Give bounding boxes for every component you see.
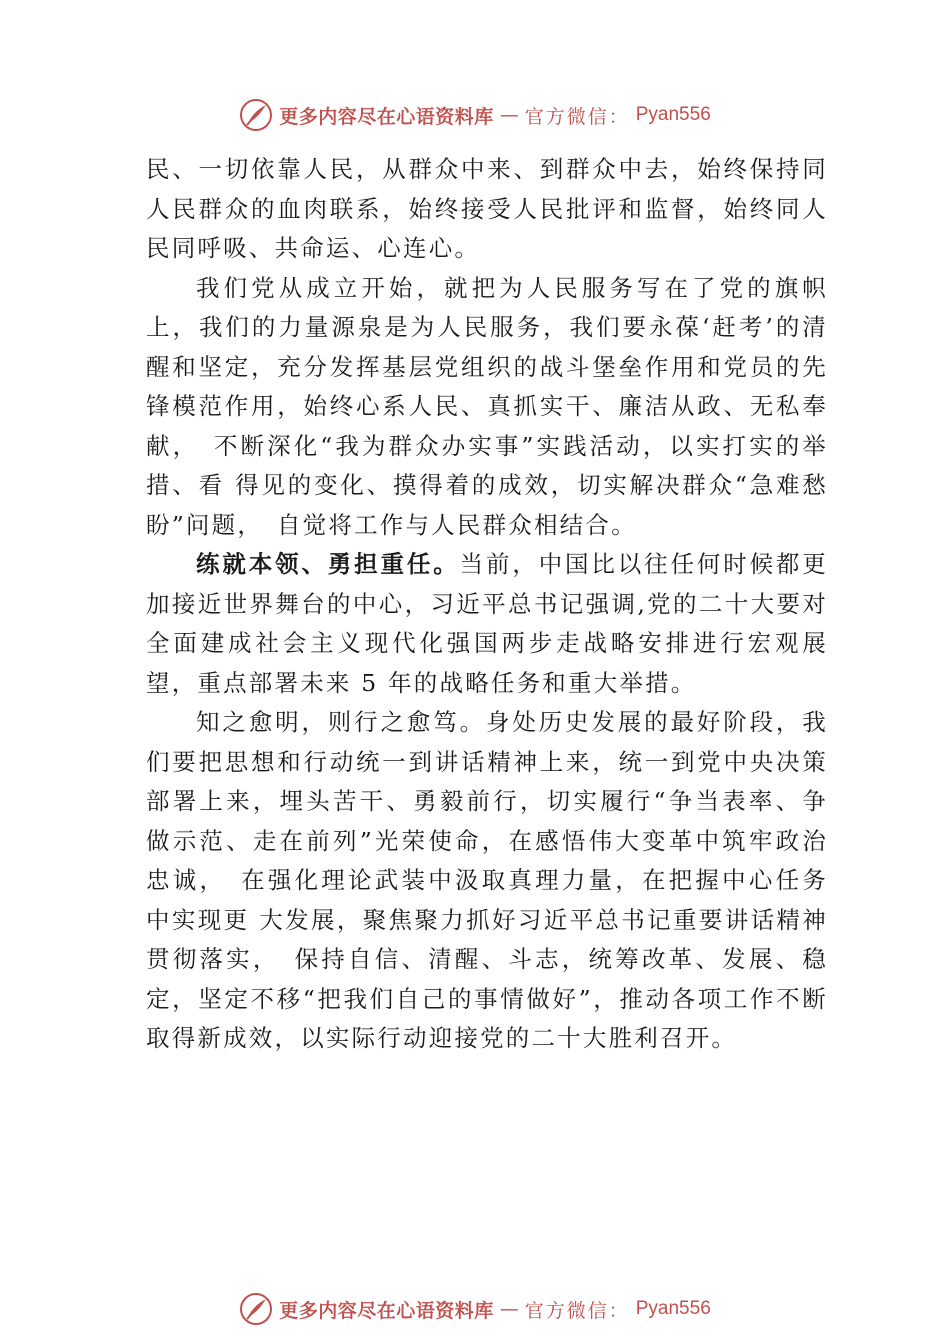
paragraph-3-text: 当前，中国比以往任何时候都更加接近世界舞台的中心，习近平总书记强调,党的二十大要对全面建成社会主义现代化强国两步走战略安排进行宏观展望，重点部署未来 5 年的战略任务和重大举措。 bbox=[146, 550, 828, 697]
watermark-title: 更多内容尽在心语资料库 bbox=[279, 1299, 494, 1322]
watermark-title: 更多内容尽在心语资料库 bbox=[279, 105, 494, 128]
document-body bbox=[146, 150, 828, 1059]
footer-watermark bbox=[0, 1291, 950, 1327]
watermark-wechat-id: Pyan556 bbox=[635, 1298, 711, 1319]
paragraph-3-heading: 练就本领、勇担重任。 bbox=[196, 550, 460, 578]
feather-pen-logo-icon bbox=[239, 1292, 273, 1326]
paragraph-4-text: 知之愈明，则行之愈笃。身处历史发展的最好阶段，我们要把思想和行动统一到讲话精神上来，统一到党中央决策部署上来，埋头苦干、勇毅前行，切实履行“争当表率、争做示范、走在前列”光荣使命，在感悟伟大变革中筑牢政治忠诚， 在强化理论武装中汲取真理力量，在把握中心任务中实现更 大发展，聚焦聚力抓好习近平总书记重要讲话精神贯彻落实， 保持自信、清醒、斗志，统筹改革、发展、稳定，坚定不移“把我们自己的事情做好”，推动各项工作不断取得新成效，以实际行动迎接党的二十大胜利召开。 bbox=[146, 708, 828, 1052]
watermark-official-label: 官方微信： bbox=[524, 1299, 630, 1322]
header-watermark bbox=[0, 97, 950, 133]
feather-pen-logo-icon bbox=[239, 98, 273, 132]
watermark-dash: — bbox=[499, 1298, 519, 1320]
paragraph-1-text: 民、一切依靠人民，从群众中来、到群众中去，始终保持同人民群众的血肉联系，始终接受人民批评和监督，始终同人民同呼吸、共命运、心连心。 bbox=[146, 155, 828, 262]
paragraph-2 bbox=[146, 269, 828, 546]
watermark-wechat-id: Pyan556 bbox=[635, 104, 711, 125]
watermark-official-label: 官方微信： bbox=[524, 105, 630, 128]
paragraph-2-text: 我们党从成立开始，就把为人民服务写在了党的旗帜上，我们的力量源泉是为人民服务，我们要永葆‘赶考’的清醒和坚定，充分发挥基层党组织的战斗堡垒作用和党员的先锋模范作用，始终心系人民、真抓实干、廉洁从政、无私奉献， 不断深化“我为群众办实事”实践活动，以实打实的举措、看 得见的变化、摸得着的成效，切实解决群众“急难愁盼”问题， 自觉将工作与人民群众相结合。 bbox=[146, 273, 828, 539]
paragraph-4 bbox=[146, 703, 828, 1059]
paragraph-1 bbox=[146, 150, 828, 269]
watermark-dash: — bbox=[499, 104, 519, 126]
paragraph-3 bbox=[146, 545, 828, 703]
